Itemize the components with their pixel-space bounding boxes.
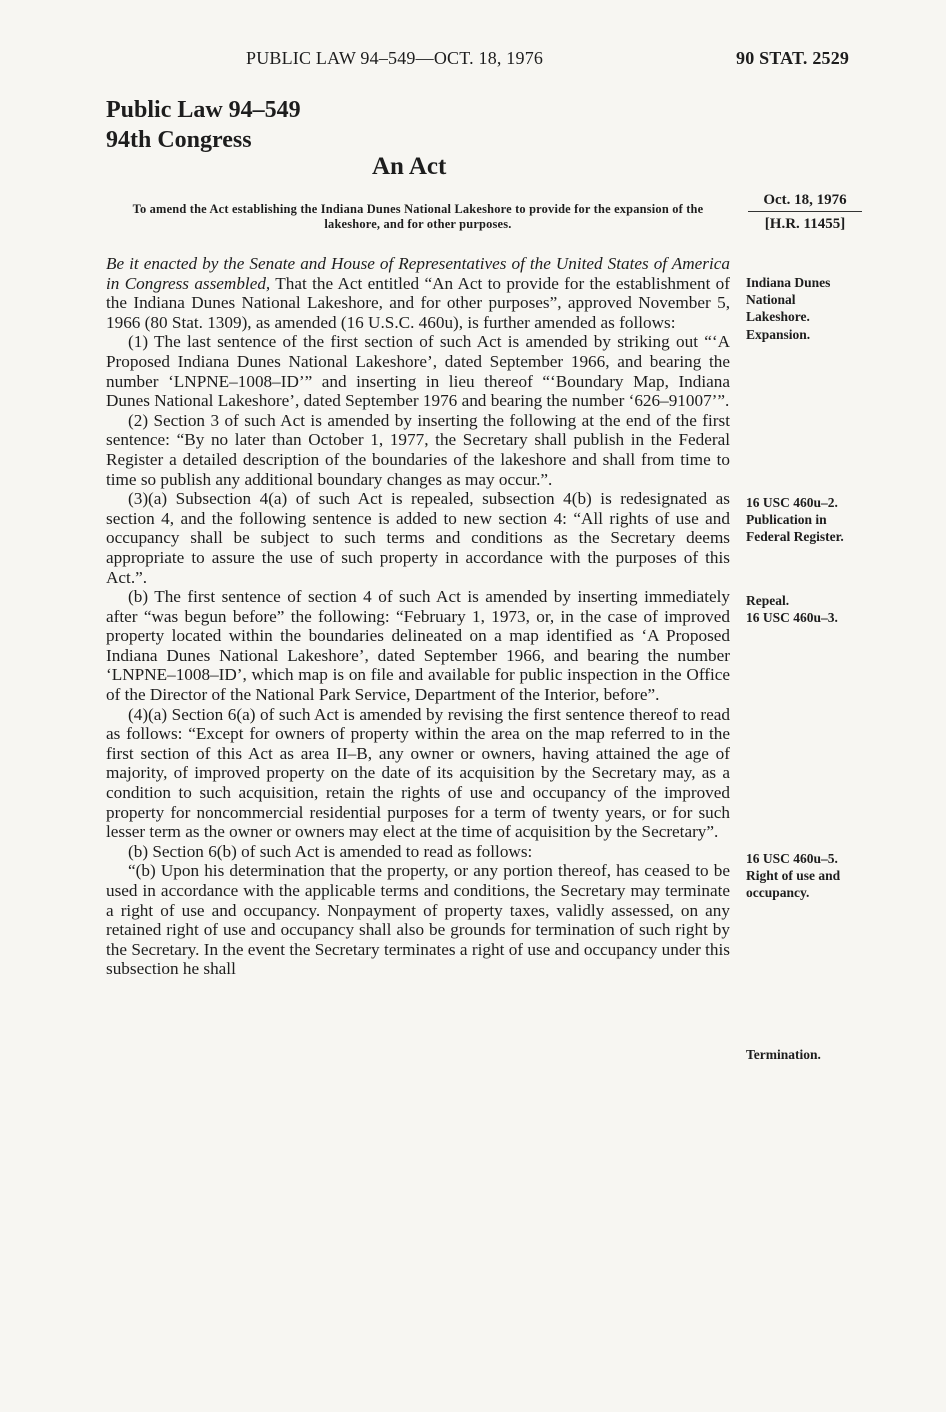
act-purpose: To amend the Act establishing the Indiana Dunes National Lakeshore to provide for the expansion of the lakeshore, and for other purposes.	[132, 202, 704, 231]
enacting-paragraph-text: That the Act entitled “An Act to provide for the establishment of the Indiana Dunes National Lakeshore, and for other purposes”, approved November 5, 1966 (80 Stat. 1309), as amended (16 U.S.C. 460u), is further amended as follows:	[106, 273, 730, 332]
margin-note-line: 16 USC 460u–3.	[746, 610, 838, 626]
margin-note-line: occupancy.	[746, 885, 810, 901]
margin-note-line: Termination.	[746, 1047, 821, 1062]
margin-note-line: Right of use and	[746, 868, 841, 884]
enactment-date: Oct. 18, 1976	[748, 192, 862, 212]
running-header-title: PUBLIC LAW 94–549—OCT. 18, 1976	[246, 48, 544, 68]
act-heading: An Act	[372, 153, 447, 180]
margin-note-line: Publication in	[746, 512, 827, 528]
margin-note-line: Lakeshore.	[746, 309, 810, 325]
margin-note-termination	[746, 1046, 876, 1063]
margin-note-expansion	[746, 274, 876, 343]
section-paragraph-1: (1) The last sentence of the first section of such Act is amended by striking out “‘A Proposed Indiana Dunes National Lakeshore’, dated September 1966, and bearing the number ‘LNPNE–1008–ID’” and inserting in lieu thereof “‘Boundary Map, Indiana Dunes National Lakeshore’, dated September 1976 and bearing the number ‘626–91007’”.	[106, 332, 730, 411]
section-paragraph-3b: (b) The first sentence of section 4 of such Act is amended by inserting immediately after “was begun before” the following: “February 1, 1973, or, in the case of improved property located within the boundaries delineated on a map identified as ‘A Proposed Indiana Dunes National Lakeshore’, dated September 1966, and bearing the number ‘LNPNE–1008–ID’, which map is on file and available for public inspection in the Office of the Director of the National Park Service, Department of the Interior, before”.	[106, 587, 730, 705]
statute-page-number: 90 STAT. 2529	[736, 48, 850, 68]
margin-note-line: 16 USC 460u–2.	[746, 495, 838, 510]
bill-number: [H.R. 11455]	[764, 216, 846, 232]
section-paragraph-4a: (4)(a) Section 6(a) of such Act is amended by revising the first sentence thereof to read as follows: “Except for owners of property within the area on the map referred to in the first section of this Act as area II–B, any owner or owners, having attained the age of majority, of improved property on the date of its acquisition by the Secretary may, as a condition to such acquisition, retain the rights of use and occupancy of the improved property for noncommercial residential purposes for a term of twenty years, or for such lesser term as the owner or owners may elect at the time of acquisition by the Secretary”.	[106, 704, 730, 842]
margin-note-right-of-use	[746, 850, 876, 902]
section-paragraph-4b-text: “(b) Upon his determination that the property, or any portion thereof, has ceased to be used in accordance with the applicable terms and conditions, the Secretary may terminate a right of use and occupancy. Nonpayment of property taxes, validly assessed, on any retained right of use and occupancy shall also be grounds for termination of such right by the Secretary. In the event the Secretary terminates a right of use and occupancy under this subsection he shall	[106, 861, 730, 979]
congress-label: 94th Congress	[106, 127, 252, 153]
act-body	[106, 254, 730, 979]
public-law-title: Public Law 94–549	[106, 97, 301, 123]
margin-note-line: 16 USC 460u–5.	[746, 851, 838, 866]
margin-note-line: Indiana Dunes	[746, 275, 831, 290]
margin-note-line: Expansion.	[746, 326, 811, 342]
margin-date-block	[748, 192, 862, 233]
enacting-clause: Be it enacted by the Senate and House of Representatives of the United States of America in Congress assembled,	[106, 254, 730, 293]
section-paragraph-4b: (b) Section 6(b) of such Act is amended to read as follows:	[128, 841, 533, 861]
margin-note-line: Repeal.	[746, 593, 790, 608]
section-paragraph-2: (2) Section 3 of such Act is amended by inserting the following at the end of the first sentence: “By no later than October 1, 1977, the Secretary shall publish in the Federal Register a detailed description of the boundaries of the lakeshore and shall from time to time so publish any additional boundary changes as may occur.”.	[106, 410, 730, 489]
margin-note-line: National	[746, 292, 796, 308]
margin-note-repeal	[746, 592, 876, 626]
margin-note-line: Federal Register.	[746, 529, 844, 545]
enacting-paragraph	[106, 254, 730, 332]
margin-note-publication	[746, 494, 876, 546]
section-paragraph-3a: (3)(a) Subsection 4(a) of such Act is repealed, subsection 4(b) is redesignated as section 4, and the following sentence is added to new section 4: “All rights of use and occupancy shall be subject to such terms and conditions as the Secretary deems appropriate to assure the use of such property in accordance with the purposes of this Act.”.	[106, 489, 730, 587]
